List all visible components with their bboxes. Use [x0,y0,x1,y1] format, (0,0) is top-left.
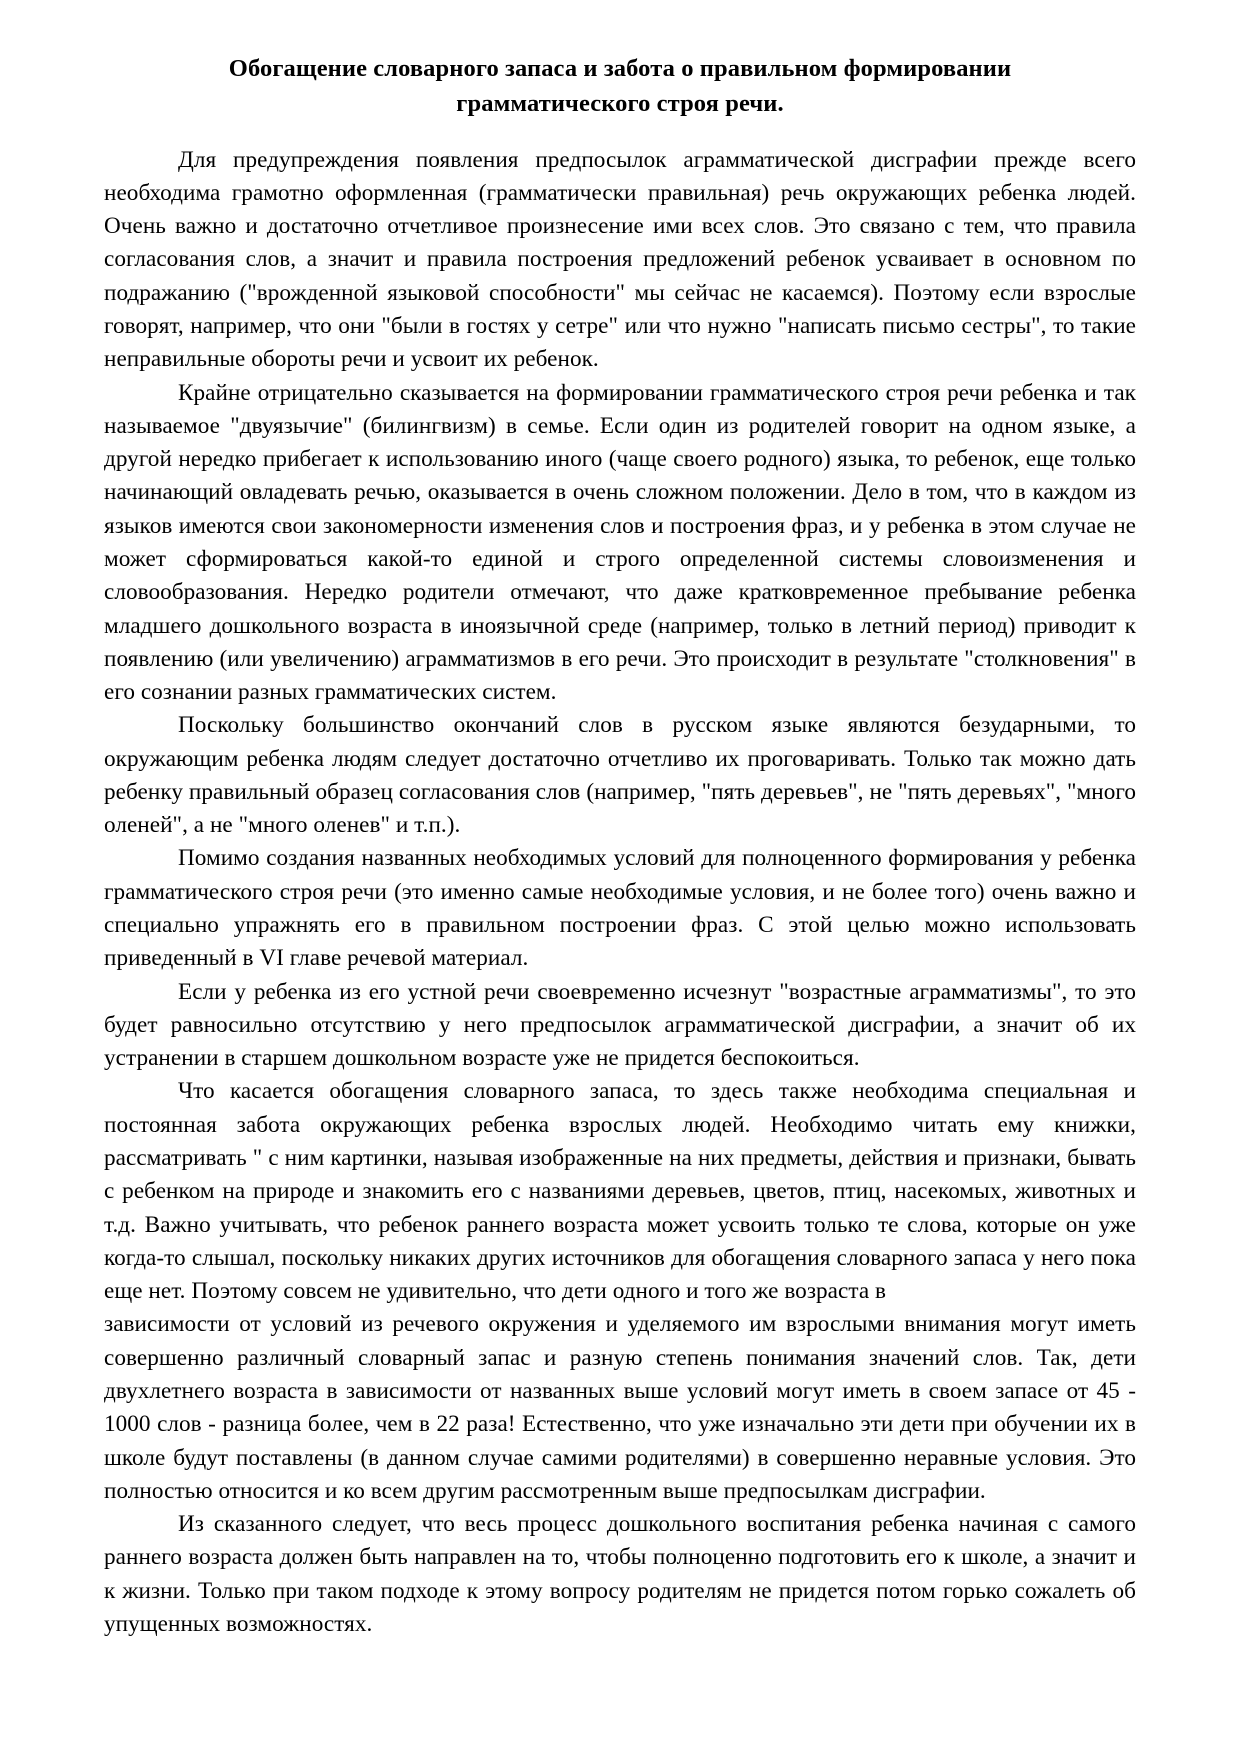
paragraph-8: Из сказанного следует, что весь процесс дошкольного воспитания ребенка начиная с самого раннего возраста должен быть направлен на то, чтобы полноценно подготовить его к школе, а значит и к жизни. Только при таком подходе к этому вопросу родителям не придется потом горько сожалеть об упущенных возможностях. [104,1511,1136,1637]
paragraph-6: Что касается обогащения словарного запаса, то здесь также необходима специальная и постоянная забота окружающих ребенка взрослых людей. Необходимо читать ему книжки, рассматривать " с ним картинки, называя изображенные на них предметы, действия и признаки, бывать с ребенком на природе и знакомить его с названиями деревьев, цветов, птиц, насекомых, животных и т.д. Важно учитывать, что ребенок раннего возраста может усвоить только те слова, которые он уже когда-то слышал, поскольку никаких других источников для обогащения словарного запаса у него пока еще нет. Поэтому совсем не удивительно, что дети одного и того же возраста в [104,1078,1136,1305]
paragraph-2: Крайне отрицательно сказывается на формировании грамматического строя речи ребенка и так называемое "двуязычие" (билингвизм) в семье. Если один из родителей говорит на одном языке, а другой нередко прибегает к использованию иного (чаще своего родного) языка, то ребенок, еще только начинающий овладевать речью, оказывается в очень сложном положении. Дело в том, что в каждом из языков имеются свои закономерности изменения слов и построения фраз, и у ребенка в этом случае не может сформироваться какой-то единой и строго определенной системы словоизменения и словообразования. Нередко родители отмечают, что даже кратковременное пребывание ребенка младшего дошкольного возраста в иноязычной среде (например, только в летний период) приводит к появлению (или увеличению) аграмматизмов в его речи. Это происходит в результате "столкновения" в его сознании разных грамматических систем. [104,379,1136,706]
paragraph-7: зависимости от условий из речевого окружения и уделяемого им взрослыми внимания могут иметь совершенно различный словарный запас и разную степень понимания значений слов. Так, дети двухлетнего возраста в зависимости от названных выше условий могут иметь в своем запасе от 45 - 1000 слов - разница более, чем в 22 раза! Естественно, что уже изначально эти дети при обучении их в школе будут поставлены (в данном случае самими родителями) в совершенно неравные условия. Это полностью относится и ко всем другим рассмотренным выше предпосылкам дисграфии. [104,1311,1136,1504]
paragraph-4: Помимо создания названных необходимых условий для полноценного формирования у ребенка грамматического строя речи (это именно самые необходимые условия, и не более того) очень важно и специально упражнять его в правильном построении фраз. С этой целью можно использовать приведенный в VI главе речевой материал. [104,845,1136,972]
paragraph-1: Для предупреждения появления предпосылок аграмматической дисграфии прежде всего необходима грамотно оформленная (грамматически правильная) речь окружающих ребенка людей. Очень важно и достаточно отчетливое произнесение ими всех слов. Это связано с тем, что правила согласования слов, а значит и правила построения предложений ребенок усваивает в основном по подражанию ("врожденной языковой способности" мы сейчас не касаемся). Поэтому если взрослые говорят, например, что они "были в гостях у сетре" или что нужно "написать письмо сестры", то такие неправильные обороты речи и усвоит их ребенок. [104,146,1136,373]
page-title: Обогащение словарного запаса и забота о правильном формировании грамматического строя речи. [228,55,1012,117]
document-body [104,144,1136,1642]
paragraph-5: Если у ребенка из его устной речи своевременно исчезнут "возрастные аграмматизмы", то это будет равносильно отсутствию у него предпосылок аграмматической дисграфии, а значит об их устранении в старшем дошкольном возрасте уже не придется беспокоиться. [104,978,1136,1072]
paragraph-3: Поскольку большинство окончаний слов в русском языке являются безударными, то окружающим ребенка людям следует достаточно отчетливо их проговаривать. Только так можно дать ребенку правильный образец согласования слов (например, "пять деревьев", не "пять деревьях", "много оленей", а не "много оленев" и т.п.). [104,712,1136,839]
